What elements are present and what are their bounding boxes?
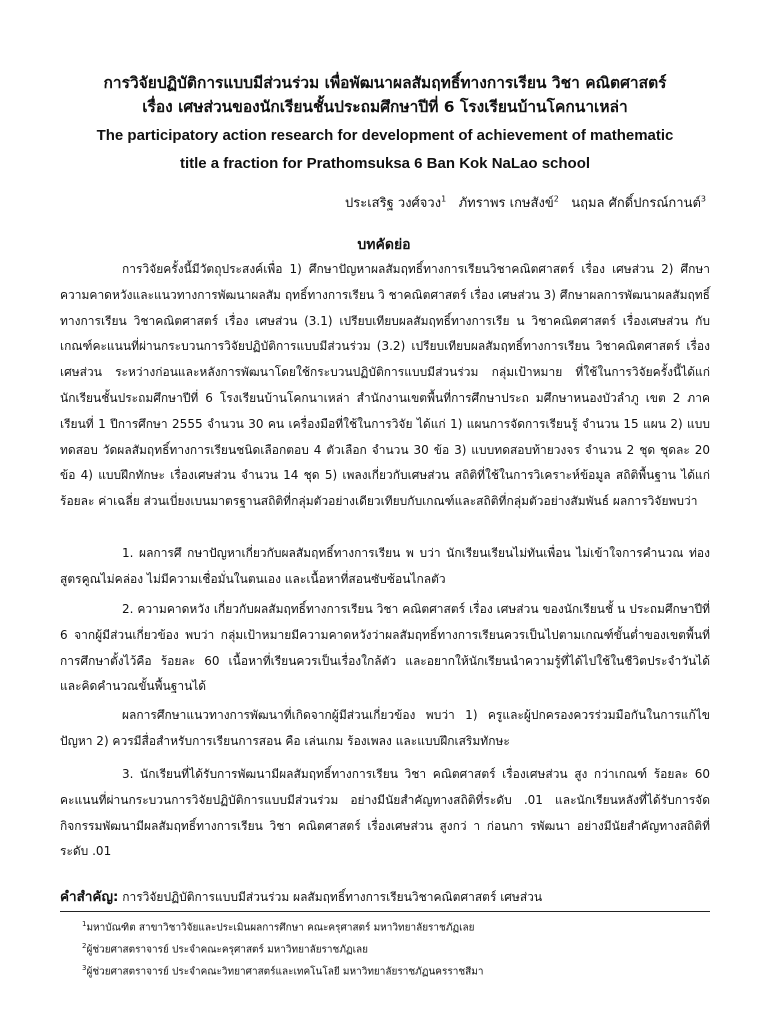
thai-title-line-2: เรื่อง เศษส่วนของนักเรียนชั้นประถมศึกษาปีที่ 6 โรงเรียนบ้านโคกนาเหล่า — [142, 98, 628, 116]
footnote-2 — [82, 942, 368, 957]
author-name: ภัทราพร เกษสังข์ — [458, 196, 554, 211]
result-item-2: 2. ความคาดหวัง เกี่ยวกับผลสัมฤทธิ์ทางการเรียน วิชา คณิตศาสตร์ เรื่อง เศษส่วน ของนักเรียนชั้ น ประถมศึกษาปีที่ 6 จากผู้มีส่วนเกี่ยวข้อง พบว่า กลุ่มเป้าหมายมีความคาดหวังว่าผลสัมฤทธิ์ทางการเรียนควรเป็นไปตามเกณฑ์ขั้นต่ำของเขตพื้นที่การศึกษาตั้งไว้คือ ร้อยละ 60 เนื้อหาที่เรียนควรเป็นเรื่องใกล้ตัว และอยากให้นักเรียนนำความรู้ที่ได้ไปใช้ในชีวิตประจำวันได้ และคิดคำนวณขั้นพื้นฐานได้ — [60, 602, 710, 694]
footnote-marker: 1 — [82, 920, 87, 928]
footnote-text: ผู้ช่วยศาสตราจารย์ ประจำคณะครุศาสตร์ มหาวิทยาลัยราชภัฏเลย — [86, 944, 369, 956]
author-affiliation-marker: 2 — [553, 194, 559, 204]
result-item-3: 3. นักเรียนที่ได้รับการพัฒนามีผลสัมฤทธิ์ทางการเรียน วิชา คณิตศาสตร์ เรื่องเศษส่วน สูง กว่าเกณฑ์ ร้อยละ 60 คะแนนที่ผ่านกระบวนการวิจัยปฏิบัติการแบบมีส่วนร่วม อย่างมีนัยสำคัญทางสถิติที่ระดับ .01 และนักเรียนหลังที่ได้รับการจัดกิจกรรมพัฒนามีผลสัมฤทธิ์ทางการเรียน วิชา คณิตศาสตร์ เรื่องเศษส่วน สูงกว่ า ก่อนกา รพัฒนา อย่างมีนัยสำคัญทางสถิติที่ระดับ .01 — [60, 767, 710, 859]
footnote-3 — [82, 964, 483, 979]
development-guideline-paragraph: ผลการศึกษาแนวทางการพัฒนาที่เกิดจากผู้มีส่วนเกี่ยวข้อง พบว่า 1) ครูและผู้ปกครองควรร่วมมือกันในการแก้ไขปัญหา 2) ควรมีสื่อสำหรับการเรียนการสอน คือ เล่นเกม ร้องเพลง และแบบฝึกเสริมทักษะ — [60, 708, 710, 748]
author-affiliation-marker: 3 — [700, 194, 706, 204]
footnote-marker: 3 — [82, 964, 87, 972]
footnote-text: มหาบัณฑิต สาขาวิชาวิจัยและประเมินผลการศึกษา คณะครุศาสตร์ มหาวิทยาลัยราชภัฏเลย — [86, 922, 475, 934]
english-title-line-1: The participatory action research for development of achievement of mathematic — [96, 127, 674, 144]
footnote-marker: 2 — [82, 942, 87, 950]
english-title-line-2: title a fraction for Prathomsuksa 6 Ban Kok NaLao school — [179, 155, 591, 172]
keywords-text: การวิจัยปฏิบัติการแบบมีส่วนร่วม ผลสัมฤทธิ์ทางการเรียนวิชาคณิตศาสตร์ เศษส่วน — [122, 890, 543, 904]
abstract-paragraph-objectives: การวิจัยครั้งนี้มีวัตถุประสงค์เพื่อ 1) ศึกษาปัญหาผลสัมฤทธิ์ทางการเรียนวิชาคณิตศาสตร์ เรื่อง เศษส่วน 2) ศึกษาความคาดหวังและแนวทางการพัฒนาผลสัม ฤทธิ์ทางการเรียน วิ ชาคณิตศาสตร์ เรื่อง เศษส่วน 3) ศึกษาผลการพัฒนาผลสัมฤทธิ์ทางการเรียน วิชาคณิตศาสตร์ เรื่อง เศษส่วน (3.1) เปรียบเทียบผลสัมฤทธิ์ทางการเรีย น วิชาคณิตศาสตร์ เรื่องเศษส่วน กับเกณฑ์คะแนนที่ผ่านกระบวนการวิจัยปฏิบัติการแบบมีส่วนร่วม (3.2) เปรียบเทียบผลสัมฤทธิ์ทางการเรียน วิชาคณิตศาสตร์ เรื่อง เศษส่วน ระหว่างก่อนและหลังการพัฒนาโดยใช้กระบวนปฏิบัติการแบบมีส่วนร่วม กลุ่มเป้าหมาย ที่ใช้ในการวิจัยครั้งนี้ได้แก่ นักเรียนชั้นประถมศึกษาปีที่ 6 โรงเรียนบ้านโคกนาเหล่า สำนักงานเขตพื้นที่การศึกษาประถ มศึกษาหนองบัวลำภู เขต 2 ภาคเรียนที่ 1 ปีการศึกษา 2555 จำนวน 30 คน เครื่องมือที่ใช้ในการวิจัย ได้แก่ 1) แผนการจัดการเรียนรู้ จำนวน 15 แผน 2) แบบทดสอบ วัดผลสัมฤทธิ์ทางการเรียนชนิดเลือกตอบ 4 ตัวเลือก จำนวน 30 ข้อ 3) แบบทดสอบท้ายวงจร จำนวน 2 ชุด ชุดละ 20 ข้อ 4) แบบฝึกทักษะ เรื่องเศษส่วน จำนวน 14 ชุด 5) เพลงเกี่ยวกับเศษส่วน สถิติที่ใช้ในการวิเคราะห์ข้อมูล สถิติพื้นฐาน ได้แก่ ร้อยละ ค่าเฉลี่ย ส่วนเบี่ยงเบนมาตรฐานสถิติที่กลุ่มตัวอย่างเดียวเทียบกับเกณฑ์และสถิติที่กลุ่มตัวอย่างสัมพันธ์ ผลการวิจัยพบว่า — [60, 262, 710, 509]
thai-title-line-1: การวิจัยปฏิบัติการแบบมีส่วนร่วม เพื่อพัฒนาผลสัมฤทธิ์ทางการเรียน วิชา คณิตศาสตร์ — [103, 74, 667, 92]
keywords-line — [60, 885, 710, 907]
author-affiliation-marker: 1 — [441, 194, 447, 204]
footnote-1 — [82, 920, 475, 935]
keywords-label: คำสำคัญ: — [60, 889, 119, 905]
author-name: นฤมล ศักดิ์ปกรณ์กานต์ — [571, 196, 701, 211]
author-name: ประเสริฐ วงศ์จวง — [345, 196, 442, 211]
footnote-divider — [60, 911, 710, 912]
author-list — [345, 192, 706, 213]
footnote-text: ผู้ช่วยศาสตราจารย์ ประจำคณะวิทยาศาสตร์และเทคโนโลยี มหาวิทยาลัยราชภัฏนครราชสีมา — [86, 966, 484, 978]
abstract-heading: บทคัดย่อ — [357, 237, 411, 253]
result-item-1: 1. ผลการศึ กษาปัญหาเกี่ยวกับผลสัมฤทธิ์ทางการเรียน พ บว่า นักเรียนเรียนไม่ทันเพื่อน ไม่เข้าใจการคำนวณ ท่องสูตรคูณไม่คล่อง ไม่มีความเชื่อมั่นในตนเอง และเนื้อหาที่สอนซับซ้อนไกลตัว — [60, 546, 710, 586]
